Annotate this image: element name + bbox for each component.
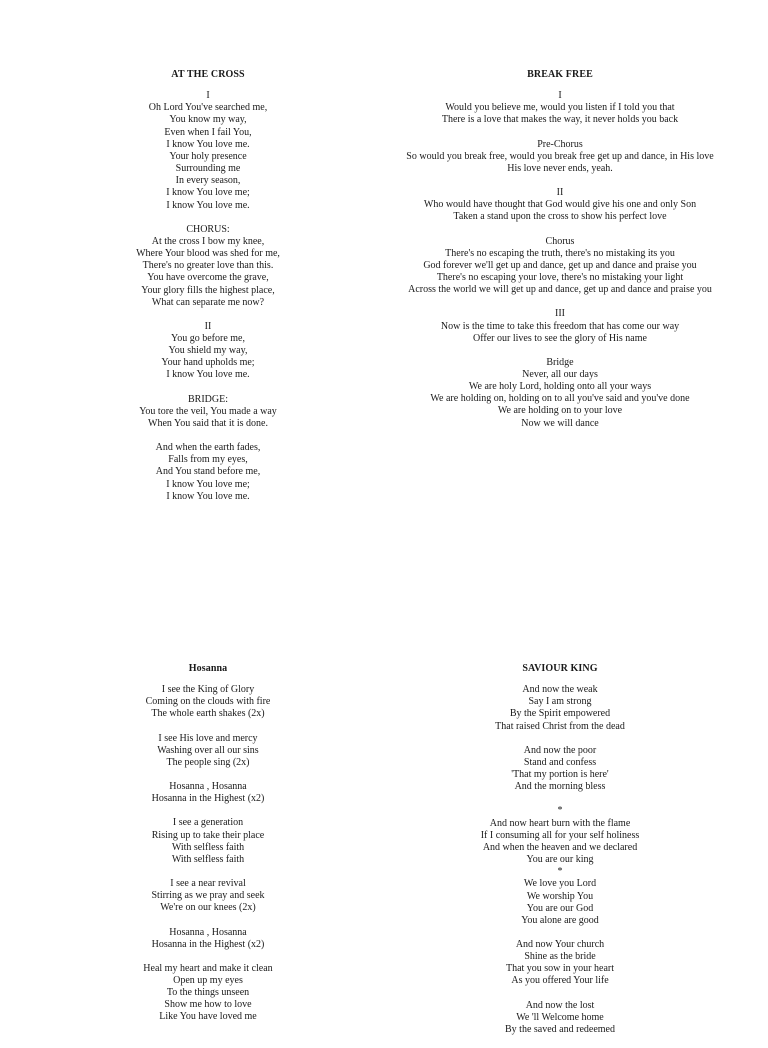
lyric-line: To the things unseen <box>166 987 250 999</box>
lyric-line: III <box>555 308 565 320</box>
lyric-line: Across the world we will get up and dance, get up and dance and praise you <box>408 284 712 296</box>
lyric-line: Stand and confess <box>523 756 597 768</box>
stanza <box>108 684 308 720</box>
stanza <box>108 963 308 1024</box>
stanza <box>460 805 660 927</box>
lyric-line: And the morning bless <box>514 781 606 793</box>
lyric-line: There's no greater love than this. <box>142 260 274 272</box>
lyric-line: At the cross I bow my knee, <box>151 235 265 247</box>
lyric-line: I see the King of Glory <box>161 684 255 696</box>
lyric-line: The whole earth shakes (2x) <box>151 708 265 720</box>
stanza <box>108 321 308 382</box>
song-hosanna <box>108 663 308 1036</box>
stanza <box>460 1000 660 1036</box>
lyric-line: Your hand upholds me; <box>161 357 255 369</box>
stanza <box>400 139 720 175</box>
lyric-line: We love you Lord <box>523 878 597 890</box>
lyric-line: Bridge <box>546 356 574 368</box>
lyric-line: Pre-Chorus <box>537 138 583 150</box>
lyric-line: I know You love me; <box>166 478 250 490</box>
lyric-line: And when the heaven and we declared <box>482 841 638 853</box>
lyric-line: I know You love me. <box>166 138 250 150</box>
lyric-line: You tore the veil, You made a way <box>139 405 277 417</box>
song-title: SAVIOUR KING <box>522 663 598 674</box>
stanza <box>400 357 720 430</box>
song-title: BREAK FREE <box>527 69 593 80</box>
lyric-line: Coming on the clouds with fire <box>145 696 271 708</box>
lyric-line: Surrounding me <box>175 163 241 175</box>
lyric-line: As you offered Your life <box>511 975 609 987</box>
lyric-line: And now the lost <box>525 999 595 1011</box>
lyric-line: Falls from my eyes, <box>168 454 248 466</box>
lyric-line: I know You love me. <box>166 369 250 381</box>
lyric-line: Now is the time to take this freedom that has come our way <box>440 320 680 332</box>
lyric-line: Now we will dance <box>521 417 599 429</box>
lyric-line: You are our God <box>526 902 594 914</box>
song-break-free <box>400 69 720 442</box>
lyric-line: That raised Christ from the dead <box>495 720 625 732</box>
lyric-line: Even when I fail You, <box>164 126 252 138</box>
lyric-line: Shine as the bride <box>524 951 596 963</box>
stanza <box>108 90 308 212</box>
lyric-line: We're on our knees (2x) <box>160 902 256 914</box>
lyric-line: What can separate me now? <box>151 296 265 308</box>
lyric-line: The people sing (2x) <box>166 756 250 768</box>
lyric-line: Washing over all our sins <box>157 744 259 756</box>
lyric-line: Like You have loved me <box>159 1011 257 1023</box>
stanza <box>108 224 308 309</box>
lyric-line: Who would have thought that God would give his one and only Son <box>423 199 697 211</box>
lyric-line: Stirring as we pray and seek <box>151 890 265 902</box>
lyric-line: So would you break free, would you break free get up and dance, in His love <box>406 150 714 162</box>
song-at-the-cross <box>108 69 308 515</box>
lyric-line: Your holy presence <box>169 150 247 162</box>
lyric-line: 'That my portion is here' <box>511 769 609 781</box>
lyric-line: Show me how to love <box>164 999 252 1011</box>
lyric-line: In every season, <box>175 175 241 187</box>
lyric-line: Oh Lord You've searched me, <box>148 102 268 114</box>
lyric-line: Your glory fills the highest place, <box>141 284 275 296</box>
stanza <box>400 90 720 126</box>
lyric-line: Hosanna , Hosanna <box>169 926 247 938</box>
stanza <box>400 236 720 297</box>
lyric-line: Chorus <box>545 235 575 247</box>
stanza <box>108 817 308 866</box>
lyric-line: And when the earth fades, <box>155 442 261 454</box>
lyric-line: We are holding on, holding on to all you've said and you've done <box>430 393 690 405</box>
stanza <box>108 442 308 503</box>
lyric-line: I know You love me. <box>166 490 250 502</box>
lyric-line: By the Spirit empowered <box>509 708 611 720</box>
lyric-line: And now the weak <box>522 684 598 696</box>
lyric-line: * <box>557 866 563 878</box>
lyric-line: God forever we'll get up and dance, get up and dance and praise you <box>423 259 697 271</box>
lyric-line: With selfless faith <box>171 853 245 865</box>
lyric-line: You shield my way, <box>168 345 248 357</box>
lyric-line: You know my way, <box>169 114 247 126</box>
lyric-line: Say I am strong <box>528 696 592 708</box>
stanza <box>108 394 308 430</box>
song-title: AT THE CROSS <box>171 69 245 80</box>
lyric-line: I see a near revival <box>170 878 246 890</box>
lyric-line: And You stand before me, <box>155 466 261 478</box>
lyric-line: There is a love that makes the way, it never holds you back <box>441 114 679 126</box>
stanza <box>460 939 660 988</box>
lyric-line: Heal my heart and make it clean <box>143 962 273 974</box>
stanza <box>400 187 720 223</box>
lyric-line: II <box>204 320 212 332</box>
lyric-line: We are holy Lord, holding onto all your ways <box>468 381 652 393</box>
lyric-line: Hosanna , Hosanna <box>169 781 247 793</box>
lyric-line: I <box>206 90 210 102</box>
lyric-line: There's no escaping the truth, there's no mistaking its you <box>445 247 675 259</box>
lyric-line: And now the poor <box>523 744 597 756</box>
lyric-line: You alone are good <box>521 914 599 926</box>
lyric-line: Hosanna in the Highest (x2) <box>151 793 265 805</box>
lyric-line: * <box>557 805 563 817</box>
lyric-line: Open up my eyes <box>173 974 243 986</box>
lyric-line: Hosanna in the Highest (x2) <box>151 938 265 950</box>
lyric-line: That you sow in your heart <box>505 963 615 975</box>
lyric-line: I <box>558 90 562 102</box>
lyric-line: CHORUS: <box>186 223 230 235</box>
lyric-line: And now Your church <box>515 938 605 950</box>
lyric-line: We 'll Welcome home <box>516 1011 604 1023</box>
lyric-line: Never, all our days <box>522 368 598 380</box>
lyric-line: His love never ends, yeah. <box>507 162 613 174</box>
lyric-line: We are holding on to your love <box>497 405 623 417</box>
lyric-line: There's no escaping your love, there's no mistaking your light <box>436 272 684 284</box>
song-saviour-king <box>460 663 660 1048</box>
lyric-line: You go before me, <box>171 332 245 344</box>
lyric-line: Offer our lives to see the glory of His name <box>473 332 647 344</box>
lyric-line: And now heart burn with the flame <box>489 817 631 829</box>
lyric-line: I see a generation <box>172 817 244 829</box>
lyric-line: When You said that it is done. <box>148 417 268 429</box>
lyric-line: Where Your blood was shed for me, <box>136 248 280 260</box>
lyric-line: With selfless faith <box>171 841 245 853</box>
lyric-line: Taken a stand upon the cross to show his perfect love <box>453 211 667 223</box>
lyric-line: I see His love and mercy <box>158 732 258 744</box>
lyric-line: By the saved and redeemed <box>505 1023 615 1035</box>
stanza <box>400 308 720 344</box>
lyric-line: You have overcome the grave, <box>147 272 269 284</box>
lyric-line: I know You love me. <box>166 199 250 211</box>
stanza <box>108 927 308 951</box>
lyric-line: If I consuming all for your self holiness <box>480 829 640 841</box>
lyric-line: BRIDGE: <box>188 393 228 405</box>
lyric-line: Rising up to take their place <box>151 829 265 841</box>
lyric-line: We worship You <box>526 890 594 902</box>
lyric-line: II <box>556 187 564 199</box>
stanza <box>460 745 660 794</box>
stanza <box>108 878 308 914</box>
stanza <box>108 733 308 769</box>
song-title: Hosanna <box>188 663 228 674</box>
stanza <box>460 684 660 733</box>
lyric-line: You are our king <box>526 854 594 866</box>
lyric-line: I know You love me; <box>166 187 250 199</box>
stanza <box>108 781 308 805</box>
lyric-line: Would you believe me, would you listen if I told you that <box>445 102 675 114</box>
